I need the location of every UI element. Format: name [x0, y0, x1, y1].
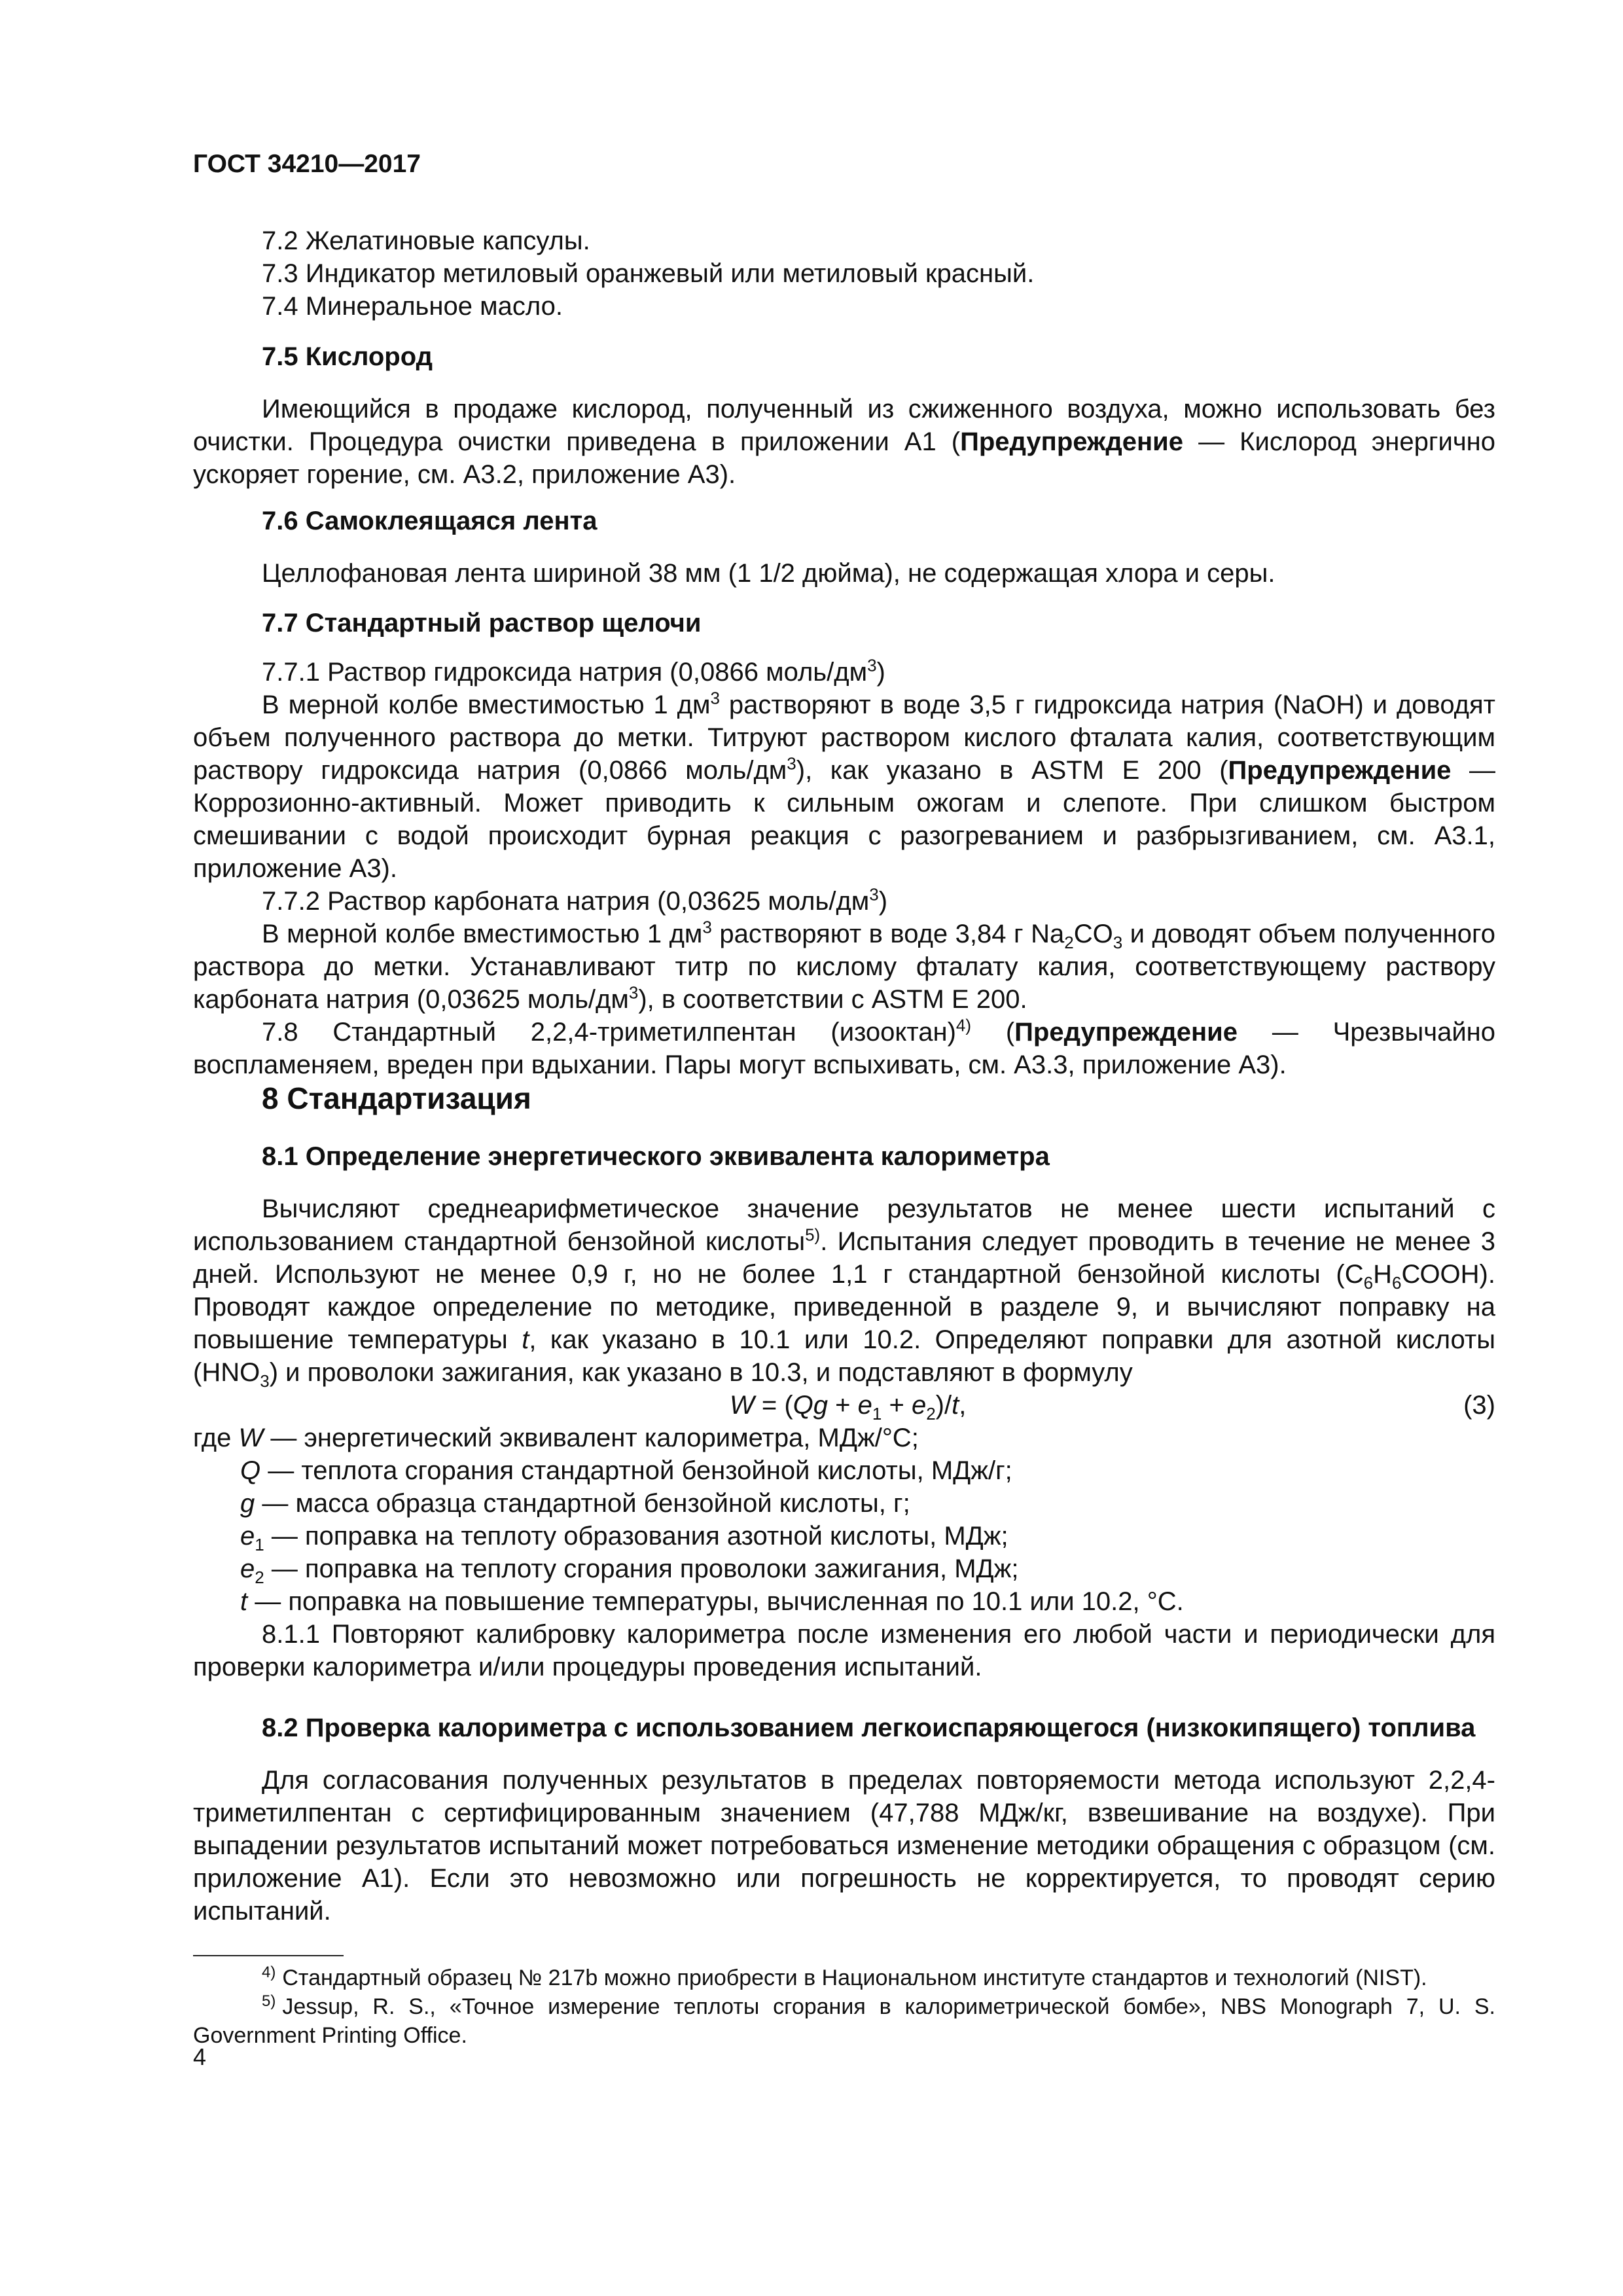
heading-7-7: 7.7 Стандартный раствор щелочи: [262, 609, 702, 637]
paragraph-7-8: 7.8 Стандартный 2,2,4-триметилпентан (изооктан)$^{4)}$ (Предупреждение — Чрезвычайно воспламеняем, вреден при вдыхании. Пары могут вспыхивать, см. А3.3, приложение А3).: [193, 1015, 1495, 1079]
section-8-2: [193, 1712, 1495, 1928]
paragraph-7-6: Целлофановая лента шириной 38 мм (1 1/2 дюйма), не содержащая хлора и серы.: [262, 559, 1275, 588]
formula-expression: $W = (Qg + e_1 + e_2)/t$,: [730, 1391, 967, 1424]
where-t: t — поправка на повышение температуры, вычисленная по 10.1 или 10.2, °С.: [240, 1587, 1184, 1616]
where-w: где W — энергетический эквивалент калориметра, МДж/°С;: [193, 1424, 919, 1452]
heading-7-5: 7.5 Кислород: [262, 342, 433, 371]
heading-8-2: 8.2 Проверка калориметра с использованием легкоиспаряющегося (низкокипящего) топлива: [262, 1713, 1476, 1742]
section-7-7: [193, 607, 1495, 1081]
item-7-4: 7.4 Минеральное масло.: [262, 292, 563, 321]
footnote-4: $^{4)}$ Стандартный образец № 217b можно приобрести в Национальном институте стандартов и технологий (NIST).: [262, 1963, 1427, 1990]
section-7-5: [193, 340, 1495, 491]
paragraph-8-2: Для согласования полученных результатов в пределах повторяемости метода используют 2,2,4-триметилпентан с сертифицированным значением (47,788 МДж/кг, взвешивание на воздухе). При выпадении результатов испытаний может потребоваться изменение методики обращения с образцом (см. приложение А1). Если это невозможно или погрешность не корректируется, то проводят серию испытаний.: [193, 1766, 1495, 1926]
where-q: Q — теплота сгорания стандартной бензойной кислоты, МДж/г;: [240, 1456, 1012, 1485]
formula-3: [193, 1389, 1495, 1422]
paragraph-8-1: Вычисляют среднеарифметическое значение результатов не менее шести испытаний с использованием стандартной бензойной кислоты$^{5)}$. Испытания следует проводить в течение не менее 3 дней. Используют не менее 0,9 г, но не более 1,1 г стандартной бензойной кислоты $(С_6Н_6СООН)$. Проводят каждое определение по методике, приведенной в разделе 9, и вычисляют поправку на повышение температуры t, как указано в 10.1 или 10.2. Определяют поправки для азотной кислоты $(HNO_3)$ и проволоки зажигания, как указано в 10.3, и подставляют в формулу: [193, 1194, 1495, 1391]
paragraph-8-1-1: 8.1.1 Повторяют калибровку калориметра после изменения его любой части и периодически для проверки калориметра и/или процедуры проведения испытаний.: [193, 1620, 1495, 1681]
page-number: 4: [193, 2043, 207, 2070]
section-8-1: [193, 1140, 1495, 1683]
document-header: ГОСТ 34210—2017: [193, 150, 421, 178]
footnote-separator: [193, 1955, 344, 1956]
section-8: [193, 1080, 1495, 1117]
heading-8: 8 Стандартизация: [262, 1081, 531, 1115]
paragraph-7-7-1-body: В мерной колбе вместимостью 1 $дм^3$ растворяют в воде 3,5 г гидроксида натрия (NaOH) и доводят объем полученного раствора до метки. Титруют раствором кислого фталата калия, соответствующим раствору гидроксида натрия (0,0866 моль/$дм^3$), как указано в ASTM E 200 (Предупреждение — Коррозионно-активный. Может приводить к сильным ожогам и слепоте. При слишком быстром смешивании с водой происходит бурная реакция с разогреванием и разбрызгиванием, см. А3.1, приложение А3).: [193, 688, 1495, 883]
item-7-2: 7.2 Желатиновые капсулы.: [262, 226, 590, 255]
item-7-3: 7.3 Индикатор метиловый оранжевый или метиловый красный.: [262, 259, 1035, 288]
paragraph-7-7-1: 7.7.1 Раствор гидроксида натрия (0,0866 моль/$дм^3$): [262, 655, 885, 687]
footnote-5: $^{5)}$ Jessup, R. S., «Точное измерение теплоты сгорания в калориметрической бомбе», NBS Monograph 7, U. S. Government Printing Office.: [193, 1992, 1495, 2048]
where-e2: $e_2$ — поправка на теплоту сгорания проволоки зажигания, МДж;: [240, 1554, 1019, 1587]
equation-number: (3): [1463, 1391, 1495, 1420]
materials-list: [193, 224, 1495, 323]
paragraph-7-5: Имеющийся в продаже кислород, полученный из сжиженного воздуха, можно использовать без очистки. Процедура очистки приведена в приложении А1 (Предупреждение — Кислород энергично ускоряет горение, см. А3.2, приложение А3).: [193, 395, 1496, 489]
paragraph-7-7-2-body: В мерной колбе вместимостью 1 $дм^3$ растворяют в воде 3,84 г $Na_2CO_3$ и доводят объем полученного раствора до метки. Устанавливают титр по кислому фталату калия, соответствующему раствору карбоната натрия (0,03625 моль/$дм^3$), в соответствии с ASTM E 200.: [193, 917, 1496, 1014]
section-7-6: [193, 505, 1495, 590]
where-e1: $e_1$ — поправка на теплоту образования азотной кислоты, МДж;: [240, 1522, 1008, 1554]
heading-8-1: 8.1 Определение энергетического эквивалента калориметра: [262, 1142, 1050, 1171]
footnotes: [193, 1964, 1495, 2050]
paragraph-7-7-2: 7.7.2 Раствор карбоната натрия (0,03625 моль/$дм^3$): [262, 884, 888, 916]
where-g: g — масса образца стандартной бензойной кислоты, г;: [240, 1489, 910, 1518]
heading-7-6: 7.6 Самоклеящаяся лента: [262, 507, 597, 535]
